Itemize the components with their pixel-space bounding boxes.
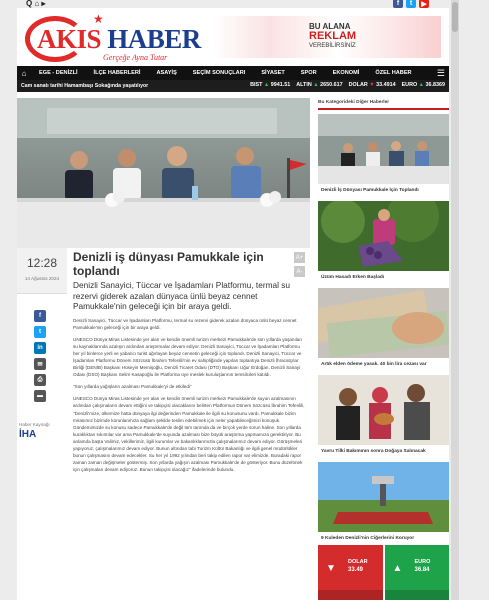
print-icon[interactable]: ⎙ (34, 374, 46, 386)
related-news-title: Denizli İş Dünyası Pamukkale İçin Toplandı (318, 184, 449, 197)
share-buttons (34, 310, 67, 402)
related-news-card[interactable] (318, 201, 449, 284)
euro-rate-card[interactable] (385, 545, 450, 600)
article-lead: Denizli Sanayici, Tüccar ve İşadamları Platformu, termal su rezervi giderek azalan dünyaca ünlü beyaz cennet Pamukkale'nin geleceği için bir araya geldi. (73, 280, 291, 311)
related-news-image-graphic (318, 462, 449, 532)
iha-logo-mark: İ (19, 429, 22, 440)
menu-icon[interactable]: ☰ (436, 68, 445, 78)
article-meta-column (17, 248, 67, 440)
nav-item-siyaset[interactable]: SİYASET (261, 70, 285, 76)
ad-line-2: REKLAM (309, 30, 357, 42)
article-date-box (17, 248, 67, 294)
article-time: 12:28 (26, 256, 58, 270)
nav-item-secim-sonuclari[interactable]: SEÇİM SONUÇLARI (192, 70, 246, 76)
related-news-card[interactable] (318, 114, 449, 197)
rate-bist-label: BIST (250, 82, 263, 88)
ad-banner[interactable] (213, 16, 441, 58)
rate-altin-value: 2650.617 (320, 82, 343, 88)
dollar-value: 33.49 (348, 567, 364, 573)
font-increase-button[interactable]: A+ (294, 252, 305, 263)
article-paragraph: UNESCO Dünya Miras Listesinde yer alan ve kendin önemli turizm merkezi Pamukkale'de son yıllarda yaşanılan su kaynaklarında azalışın ardından araştırmalar devam ediyor. Denizli Sanayici, Tüccar ve İşadamları Platformu her yıl binlerce yerli ve yabancı turist ağırlayan beyaz cennetin geleceği için toplandı. Denizli Sanayici, Tüccar ve İşadamları Platformu Dönem Sözcüsü İbrahim Tefenlili'nin ev sahipliğinde yapılan toplantıya Denizli İhracatçılar Birliği (DENİB) Başkanı Hüseyin Memişoğlu, Denizli Ticaret Odası (DTO) Başkanı Uğur Erdoğan, Denizli Sanayi Odası (DSO) Başkanı Selim Kasapoğlu ile Platforma üye meslek kuruluşlarının temsilcileri katıldı. (73, 336, 302, 378)
article-subheading: "Son yıllarda yağışların azalması Pamukkale'yi de etkiledi" (73, 384, 192, 390)
logo-slogan: Gerçeğe Ayna Tutar (103, 53, 168, 62)
related-news-image-graphic (318, 201, 449, 271)
rate-euro-label: EURO (401, 82, 418, 88)
down-arrow-icon: ▼ (326, 563, 336, 574)
dollar-rate-card[interactable] (318, 545, 383, 600)
related-news-title: Üzüm Hasadı Erken Başladı (318, 271, 449, 284)
related-news-image (318, 201, 449, 271)
nav-item-ozel-haber[interactable]: ÖZEL HABER (375, 70, 412, 76)
related-news-image-graphic (318, 375, 449, 445)
related-news-image-graphic (318, 288, 449, 358)
related-news-card[interactable] (318, 288, 449, 371)
share-email-icon[interactable]: ✉ (34, 358, 46, 370)
down-arrow-icon: ▼ (369, 82, 375, 88)
euro-card-footer (385, 590, 450, 600)
logo-text (37, 24, 201, 55)
ticker-headline[interactable]: Cam sanatı tarihi Hamambaşı Sokağında yaşatılıyor (21, 83, 149, 89)
font-decrease-button[interactable]: A- (294, 266, 305, 277)
rate-dolar-value: 33.4914 (376, 82, 396, 88)
rate-euro (402, 82, 445, 88)
article-title: Denizli iş dünyası Pamukkale için toplandı (73, 250, 264, 278)
site-logo[interactable] (25, 14, 205, 64)
rate-dolar (349, 82, 396, 88)
top-tools[interactable]: Q ⌂ ▸ (26, 0, 46, 8)
rate-altin (296, 82, 342, 88)
news-ticker (17, 80, 449, 92)
nav-item-ege-denizli[interactable]: EGE - DENİZLİ (39, 70, 78, 76)
currency-widget (318, 545, 449, 600)
article-paragraph: UNESCO Dünya Miras Listesinde yer alan ve kendin önemli turizm merkezi Pamukkale'de suyun azalmasının ardından çalışmaların devam ettiğini ve takipçisi olacaklarını belirten Platformun Dönem Sözcüsü İbrahim Tefenlili, "Denizli'mize, ülkemize hatta dünyaya ilgi değerinden Pamukkale ile ilgili su konusunu vardı. Pamukkale bizim mirasımız bizimde korunlanmıza sağlam şekilde teslim edebilmek için neler yapabileceğimizi konuşuk. Gündemimizde su konusu sadece Pamukkale'de değil tüm tarımda da ve birçok yerde sorun haline. Son yıllarda kuraklıktan sıkıntılar var ama Pamukkale'de suyunda azalması bize büyük araştırma yapmamıza gerektiriyor. Bu anlamda başta Valimiz, vekillerimiz, ilgili kurumlar ve bakanlıklarımızla çalışmalarımız devam ediyor. Görüşmeleri yapıyoruz, çalışmalarımız devam ediyor. Bunun altından tabi Turizm Kültür Bakanlığı ve ilgili genel müdürlükler bunun çalışmasını devam edecekler. Su her yıl 1992 yılından beri takip edilen rapor var elimizde. Buradaki rapor zaman zaman değişmeler göstermiş. Son yıllarda yağışın azalması Pamukkale'de de gösteriyor. Bunu düzeltmek için çalışmaları devam ediyoruz. Bunun takipçisi olacağız" ifadelerinde bulundu. (73, 396, 305, 473)
comment-icon[interactable]: ▬ (34, 390, 46, 402)
sidebar-heading: Bu Kategorideki Diğer Haberler (318, 98, 449, 110)
related-news-card[interactable] (318, 375, 449, 458)
logo-text-left: AKIS (37, 24, 102, 54)
related-news-image (318, 462, 449, 532)
ad-line-1: BU ALANA (309, 22, 351, 31)
source-label: Haber Kaynağı (19, 422, 50, 427)
social-links (393, 0, 429, 8)
rate-bist (250, 82, 290, 88)
related-news-image (318, 114, 449, 184)
nav-item-ilce-haberleri[interactable]: İLÇE HABERLERİ (93, 70, 141, 76)
iha-logo (19, 429, 67, 440)
nav-item-spor[interactable]: SPOR (300, 70, 317, 76)
ad-line-3: VEREBİLİRSİNİZ (309, 43, 356, 49)
rate-bist-value: 9941.51 (270, 82, 291, 88)
twitter-icon[interactable]: t (406, 0, 416, 8)
facebook-icon[interactable]: f (393, 0, 403, 8)
font-size-controls (294, 252, 305, 277)
rate-euro-value: 36.8369 (425, 82, 445, 88)
article-paragraph: Denizli Sanayici, Tüccar ve İşadamları Platformu, termal su rezervi giderek azalan dünyaca ünlü beyaz cennet Pamukkale'nin geleceği için bir araya geldi. (73, 317, 297, 330)
article-body (73, 248, 305, 473)
dollar-card-footer (318, 590, 383, 600)
article-hero-image (17, 98, 310, 248)
news-source (19, 422, 67, 440)
euro-label: EURO (414, 559, 431, 565)
home-icon[interactable]: ⌂ (21, 68, 27, 78)
rate-dolar-label: DOLAR (348, 82, 368, 88)
youtube-icon[interactable]: ▶ (419, 0, 429, 8)
share-twitter-icon[interactable]: t (34, 326, 46, 338)
logo-text-right: HABER (107, 24, 201, 54)
related-news-card[interactable] (318, 462, 449, 545)
up-arrow-icon: ▲ (418, 82, 424, 88)
related-news-title: Yavru Tilki Bakımının sonra Doğaya Salınacak (318, 445, 449, 458)
dollar-label: DOLAR (348, 559, 368, 565)
related-news-image-graphic (318, 114, 449, 184)
iha-logo-text: HA (21, 429, 37, 440)
related-news-title: 9 Kuleden Denizli'nin Ciğerlerini Koruyor (318, 532, 449, 545)
related-news-title: Artık elden ödeme yasak. 40 bin lira cezası var (318, 358, 449, 371)
related-news-image (318, 288, 449, 358)
ticker-rates (250, 82, 445, 88)
related-news-sidebar (318, 98, 449, 545)
meeting-photo (17, 98, 310, 248)
page-scrollbar[interactable] (451, 0, 459, 600)
euro-value: 36.84 (414, 567, 430, 573)
nav-item-asayis[interactable]: ASAYİŞ (156, 70, 177, 76)
up-arrow-icon: ▲ (392, 563, 403, 574)
article-date: 14 Ağustos 2024 (24, 276, 60, 281)
up-arrow-icon: ▲ (263, 82, 270, 88)
rate-altin-label: ALTIN (296, 82, 312, 88)
top-strip (0, 0, 489, 8)
share-facebook-icon[interactable]: f (34, 310, 46, 322)
scrollbar-thumb[interactable] (452, 2, 458, 32)
share-linkedin-icon[interactable]: in (34, 342, 46, 354)
site-container (17, 8, 449, 600)
main-nav (17, 66, 449, 80)
logo-star-icon: ★ (93, 12, 104, 26)
nav-item-ekonomi[interactable]: EKONOMİ (332, 70, 360, 76)
related-news-image (318, 375, 449, 445)
up-arrow-icon: ▲ (313, 82, 319, 88)
